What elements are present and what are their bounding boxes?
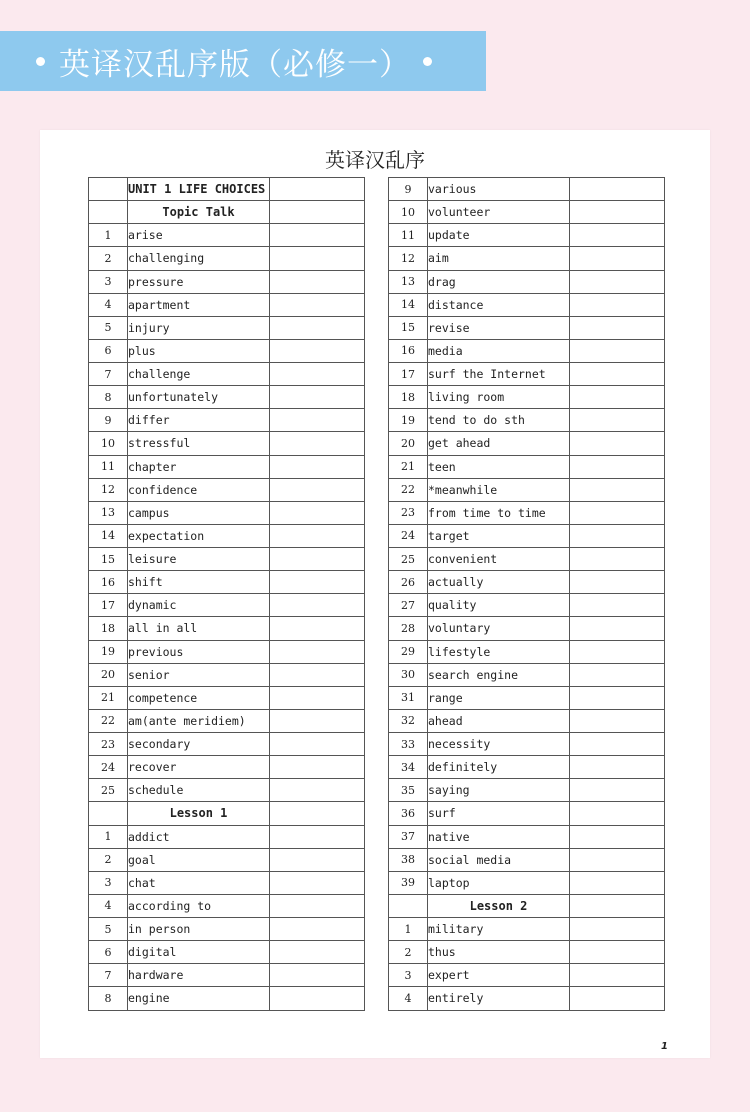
answer-blank [570,941,665,964]
answer-blank [570,617,665,640]
vocab-word: native [428,825,570,848]
vocab-row [389,432,665,455]
vocab-word: convenient [428,548,570,571]
row-number: 1 [89,825,128,848]
vocab-row [389,733,665,756]
row-number: 2 [389,941,428,964]
answer-blank [270,663,365,686]
vocab-row [389,848,665,871]
vocab-row [89,941,365,964]
vocab-word: range [428,686,570,709]
vocab-word: dynamic [128,594,270,617]
vocab-word: digital [128,941,270,964]
vocab-row [389,293,665,316]
vocab-row [89,247,365,270]
answer-blank [570,825,665,848]
section-heading-row [389,894,665,917]
bullet-dot-icon [36,57,45,66]
answer-blank [270,894,365,917]
vocab-row [89,224,365,247]
row-number: 22 [389,478,428,501]
row-number: 32 [389,709,428,732]
vocab-row [389,756,665,779]
vocab-word: plus [128,339,270,362]
vocab-row [389,316,665,339]
answer-blank [570,201,665,224]
vocab-row [89,432,365,455]
vocab-word: according to [128,894,270,917]
answer-blank [270,548,365,571]
vocab-word: previous [128,640,270,663]
row-number: 8 [89,987,128,1010]
row-number: 28 [389,617,428,640]
answer-blank [570,571,665,594]
row-number: 11 [389,224,428,247]
row-number: 9 [89,409,128,432]
answer-blank [570,640,665,663]
vocab-word: volunteer [428,201,570,224]
vocab-word: expert [428,964,570,987]
row-number: 13 [89,501,128,524]
vocab-word: confidence [128,478,270,501]
vocab-word: apartment [128,293,270,316]
answer-blank [270,640,365,663]
answer-blank [570,779,665,802]
vocab-row [389,386,665,409]
row-number: 18 [89,617,128,640]
row-number: 29 [389,640,428,663]
row-number: 3 [89,871,128,894]
answer-blank [270,594,365,617]
row-number: 1 [389,918,428,941]
vocab-table-right [388,177,665,1011]
vocab-word: in person [128,918,270,941]
section-heading-row [89,802,365,825]
answer-blank [570,686,665,709]
vocab-row [89,894,365,917]
answer-blank [570,663,665,686]
vocab-word: secondary [128,733,270,756]
vocab-word: senior [128,663,270,686]
row-number: 30 [389,663,428,686]
vocab-row [389,270,665,293]
vocab-row [389,224,665,247]
answer-blank [570,293,665,316]
answer-blank [270,802,365,825]
answer-blank [270,432,365,455]
vocab-row [389,178,665,201]
vocab-word: saying [428,779,570,802]
answer-blank [270,316,365,339]
vocab-word: necessity [428,733,570,756]
vocab-row [389,964,665,987]
row-number [389,894,428,917]
row-number: 10 [389,201,428,224]
answer-blank [270,756,365,779]
vocab-word: chat [128,871,270,894]
row-number: 34 [389,756,428,779]
row-number: 31 [389,686,428,709]
row-number: 19 [89,640,128,663]
answer-blank [570,409,665,432]
row-number: 8 [89,386,128,409]
section-heading-row [89,201,365,224]
vocab-word: chapter [128,455,270,478]
vocab-word: engine [128,987,270,1010]
vocab-row [89,709,365,732]
vocab-word: all in all [128,617,270,640]
row-number: 7 [89,964,128,987]
vocab-row [389,363,665,386]
vocab-word: entirely [428,987,570,1010]
vocab-row [89,478,365,501]
answer-blank [570,178,665,201]
answer-blank [270,478,365,501]
row-number: 15 [89,548,128,571]
row-number: 2 [89,247,128,270]
row-number: 25 [389,548,428,571]
vocab-row [389,941,665,964]
answer-blank [270,455,365,478]
vocab-row [389,594,665,617]
answer-blank [570,224,665,247]
vocab-row [389,987,665,1010]
row-number: 5 [89,918,128,941]
vocab-row [89,270,365,293]
answer-blank [570,270,665,293]
row-number: 9 [389,178,428,201]
vocab-row [389,709,665,732]
vocab-row [89,617,365,640]
vocab-row [89,756,365,779]
answer-blank [270,848,365,871]
vocab-word: various [428,178,570,201]
vocab-word: challenge [128,363,270,386]
row-number: 17 [389,363,428,386]
vocab-word: surf the Internet [428,363,570,386]
answer-blank [270,293,365,316]
vocab-row [89,663,365,686]
row-number: 23 [389,501,428,524]
row-number: 38 [389,848,428,871]
worksheet-page [40,130,710,1058]
row-number: 6 [89,339,128,362]
answer-blank [270,501,365,524]
vocab-word: leisure [128,548,270,571]
row-number: 26 [389,571,428,594]
row-number: 1 [89,224,128,247]
vocab-row [389,201,665,224]
vocab-word: search engine [428,663,570,686]
vocab-row [89,779,365,802]
answer-blank [570,709,665,732]
answer-blank [270,524,365,547]
vocab-row [89,594,365,617]
vocab-word: expectation [128,524,270,547]
answer-blank [570,594,665,617]
row-number: 13 [389,270,428,293]
vocab-word: addict [128,825,270,848]
row-number: 12 [389,247,428,270]
row-number: 4 [89,293,128,316]
vocab-row [389,918,665,941]
row-number [89,802,128,825]
answer-blank [270,941,365,964]
vocab-word: ahead [428,709,570,732]
vocab-word: actually [428,571,570,594]
row-number [89,178,128,201]
vocab-row [389,617,665,640]
section-heading: Lesson 2 [428,894,570,917]
vocab-word: distance [428,293,570,316]
answer-blank [270,871,365,894]
vocab-row [89,386,365,409]
vocab-row [389,663,665,686]
row-number: 25 [89,779,128,802]
row-number: 36 [389,802,428,825]
row-number: 23 [89,733,128,756]
vocab-row [89,501,365,524]
vocab-word: challenging [128,247,270,270]
answer-blank [570,524,665,547]
row-number: 21 [89,686,128,709]
vocab-word: drag [428,270,570,293]
vocab-word: unfortunately [128,386,270,409]
row-number: 27 [389,594,428,617]
answer-blank [570,548,665,571]
answer-blank [570,339,665,362]
vocab-row [389,825,665,848]
answer-blank [270,339,365,362]
answer-blank [270,987,365,1010]
vocab-word: *meanwhile [428,478,570,501]
vocab-row [389,524,665,547]
vocab-word: competence [128,686,270,709]
answer-blank [270,918,365,941]
vocab-word: social media [428,848,570,871]
vocab-row [89,339,365,362]
vocab-row [89,825,365,848]
answer-blank [270,686,365,709]
row-number: 3 [89,270,128,293]
vocab-word: teen [428,455,570,478]
row-number: 22 [89,709,128,732]
vocab-word: laptop [428,871,570,894]
vocab-word: quality [428,594,570,617]
bullet-dot-icon [423,57,432,66]
row-number: 33 [389,733,428,756]
vocab-word: schedule [128,779,270,802]
vocab-word: arise [128,224,270,247]
vocab-row [89,455,365,478]
title-banner [0,31,486,91]
vocab-word: differ [128,409,270,432]
vocab-word: surf [428,802,570,825]
vocab-row [389,247,665,270]
vocab-word: tend to do sth [428,409,570,432]
vocab-word: injury [128,316,270,339]
vocab-row [389,455,665,478]
answer-blank [270,270,365,293]
row-number: 12 [89,478,128,501]
answer-blank [570,386,665,409]
vocab-row [389,571,665,594]
row-number: 5 [89,316,128,339]
answer-blank [570,848,665,871]
row-number: 4 [89,894,128,917]
answer-blank [270,386,365,409]
vocab-word: recover [128,756,270,779]
vocab-row [89,686,365,709]
vocab-row [389,802,665,825]
row-number: 15 [389,316,428,339]
vocab-word: pressure [128,270,270,293]
answer-blank [570,918,665,941]
answer-blank [270,178,365,201]
vocab-table-left [88,177,365,1011]
vocab-row [89,548,365,571]
section-heading: Topic Talk [128,201,270,224]
answer-blank [270,617,365,640]
row-number: 17 [89,594,128,617]
answer-blank [570,363,665,386]
answer-blank [570,894,665,917]
vocab-word: get ahead [428,432,570,455]
page-number: 1 [661,1041,668,1052]
vocab-word: hardware [128,964,270,987]
answer-blank [570,987,665,1010]
vocab-row [89,987,365,1010]
answer-blank [270,224,365,247]
vocab-word: campus [128,501,270,524]
vocab-word: media [428,339,570,362]
row-number: 35 [389,779,428,802]
row-number [89,201,128,224]
row-number: 14 [89,524,128,547]
vocab-row [389,640,665,663]
vocab-row [89,571,365,594]
answer-blank [570,247,665,270]
row-number: 37 [389,825,428,848]
row-number: 2 [89,848,128,871]
answer-blank [570,964,665,987]
answer-blank [270,964,365,987]
vocab-row [389,871,665,894]
vocab-word: thus [428,941,570,964]
vocab-row [89,316,365,339]
banner-title: 英译汉乱序版（必修一） [59,46,411,83]
vocab-row [89,640,365,663]
vocab-word: goal [128,848,270,871]
vocab-word: shift [128,571,270,594]
row-number: 21 [389,455,428,478]
vocab-word: definitely [428,756,570,779]
row-number: 3 [389,964,428,987]
answer-blank [570,432,665,455]
vocab-word: living room [428,386,570,409]
section-heading: UNIT 1 LIFE CHOICES [128,178,270,201]
answer-blank [570,756,665,779]
answer-blank [570,501,665,524]
row-number: 4 [389,987,428,1010]
vocab-word: am(ante meridiem) [128,709,270,732]
section-heading: Lesson 1 [128,802,270,825]
vocab-row [89,733,365,756]
row-number: 11 [89,455,128,478]
section-heading-row [89,178,365,201]
vocab-row [89,871,365,894]
answer-blank [570,871,665,894]
answer-blank [570,733,665,756]
answer-blank [270,409,365,432]
answer-blank [270,733,365,756]
row-number: 7 [89,363,128,386]
row-number: 18 [389,386,428,409]
vocab-row [389,686,665,709]
row-number: 16 [389,339,428,362]
answer-blank [270,363,365,386]
vocab-word: revise [428,316,570,339]
row-number: 39 [389,871,428,894]
page-title: 英译汉乱序 [325,148,425,172]
answer-blank [270,779,365,802]
vocab-row [89,964,365,987]
vocab-word: aim [428,247,570,270]
vocab-row [89,293,365,316]
row-number: 14 [389,293,428,316]
answer-blank [270,709,365,732]
vocab-word: voluntary [428,617,570,640]
row-number: 6 [89,941,128,964]
vocab-word: military [428,918,570,941]
vocab-word: stressful [128,432,270,455]
vocab-word: from time to time [428,501,570,524]
row-number: 16 [89,571,128,594]
answer-blank [570,802,665,825]
answer-blank [570,478,665,501]
vocab-row [89,524,365,547]
vocab-row [89,409,365,432]
answer-blank [570,316,665,339]
row-number: 24 [89,756,128,779]
vocab-row [389,409,665,432]
row-number: 19 [389,409,428,432]
vocab-row [389,478,665,501]
answer-blank [270,825,365,848]
answer-blank [270,201,365,224]
vocab-row [89,918,365,941]
vocab-word: update [428,224,570,247]
vocab-row [389,339,665,362]
vocab-row [389,501,665,524]
vocab-row [389,548,665,571]
answer-blank [570,455,665,478]
vocab-row [89,848,365,871]
row-number: 24 [389,524,428,547]
vocab-word: lifestyle [428,640,570,663]
vocab-row [89,363,365,386]
answer-blank [270,247,365,270]
answer-blank [270,571,365,594]
row-number: 20 [89,663,128,686]
row-number: 20 [389,432,428,455]
vocab-row [389,779,665,802]
row-number: 10 [89,432,128,455]
vocab-word: target [428,524,570,547]
